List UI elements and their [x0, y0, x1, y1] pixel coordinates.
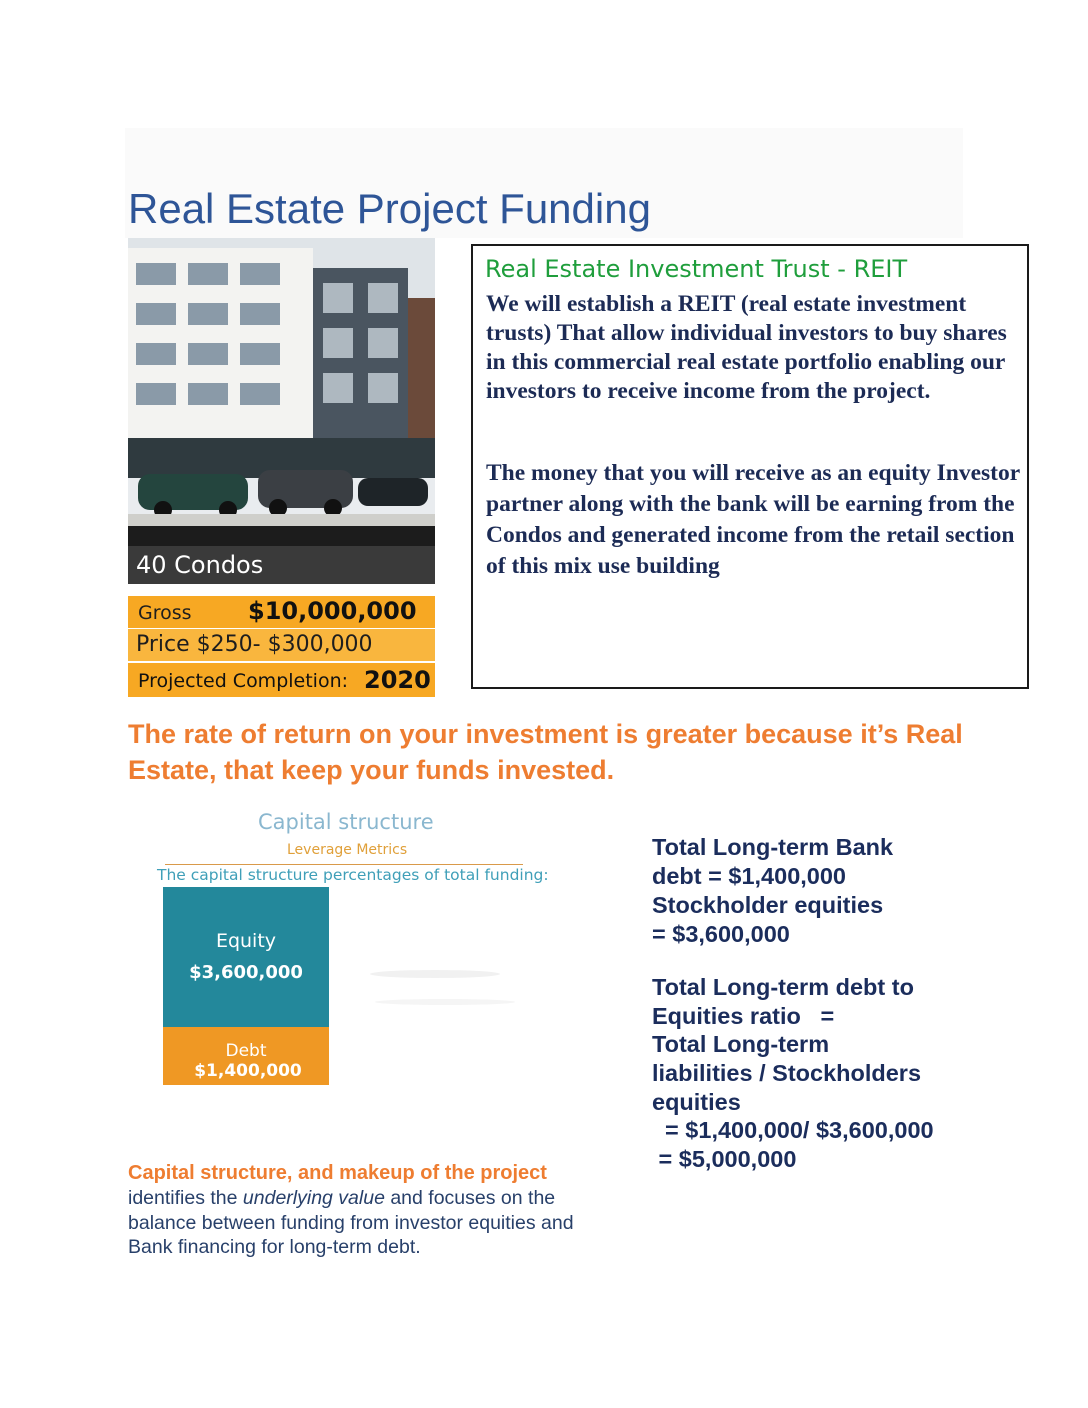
faint-smudge: [365, 962, 525, 1022]
units-label: 40 Condos: [136, 551, 264, 579]
bank-debt-line-2: debt = $1,400,000: [652, 863, 847, 889]
listing-card: [128, 238, 435, 697]
equities-line-1: Stockholder equities: [652, 892, 884, 918]
debt-value: $1,400,000: [194, 1061, 302, 1081]
gross-value: $10,000,000: [248, 597, 417, 625]
building-photo: [128, 238, 435, 546]
caption-body-end: and focuses on the balance between funding from investor equities and Bank financing for long-term debt.: [128, 1187, 574, 1258]
ratio-line-1: Total Long-term debt to: [652, 974, 914, 1000]
ratio-line-4: liabilities / Stockholders: [652, 1060, 922, 1086]
ratio-line-3: Total Long-term: [652, 1031, 830, 1057]
capital-structure-description: The capital structure percentages of total funding:: [157, 866, 549, 884]
completion-label: Projected Completion:: [138, 670, 349, 692]
leverage-metrics-label: Leverage Metrics: [287, 842, 408, 858]
rate-of-return-statement: The rate of return on your investment is greater because it’s Real Estate, that keep your funds invested.: [128, 719, 963, 785]
caption-body: [128, 1186, 608, 1260]
ratio-line-7: = $5,000,000: [652, 1146, 797, 1172]
capital-structure-divider: [165, 864, 523, 865]
equity-value: $3,600,000: [189, 962, 303, 983]
equities-line-2: = $3,600,000: [652, 921, 790, 947]
caption-body-italic: underlying value: [242, 1187, 385, 1209]
reit-paragraph-2: The money that you will receive as an equity Investor partner along with the bank will be earning from the Condos and generated income from the retail section of this mix use building: [486, 460, 1020, 579]
ratio-line-6: = $1,400,000/ $3,600,000: [652, 1117, 934, 1143]
completion-year: 2020: [364, 666, 431, 694]
ratio-line-2: Equities ratio =: [652, 1003, 835, 1029]
equity-block: [163, 887, 329, 1027]
reit-heading: Real Estate Investment Trust - REIT: [485, 255, 908, 283]
gross-label: Gross: [138, 602, 192, 624]
bank-debt-line-1: Total Long-term Bank: [652, 834, 894, 860]
price-text: Price $250- $300,000: [136, 632, 373, 657]
reit-paragraph-1: We will establish a REIT (real estate investment trusts) That allow individual investors to buy shares in this commercial real estate portfolio enabling our investors to receive income from the project.: [486, 291, 1007, 404]
caption-heading: Capital structure, and makeup of the project: [128, 1162, 547, 1184]
page-title: Real Estate Project Funding: [128, 185, 651, 232]
equity-label: Equity: [215, 930, 277, 952]
ratio-line-5: equities: [652, 1089, 741, 1115]
caption-body-start: identifies the: [128, 1187, 243, 1209]
capital-structure-title: Capital structure: [258, 810, 434, 834]
debt-label: Debt: [225, 1041, 267, 1061]
